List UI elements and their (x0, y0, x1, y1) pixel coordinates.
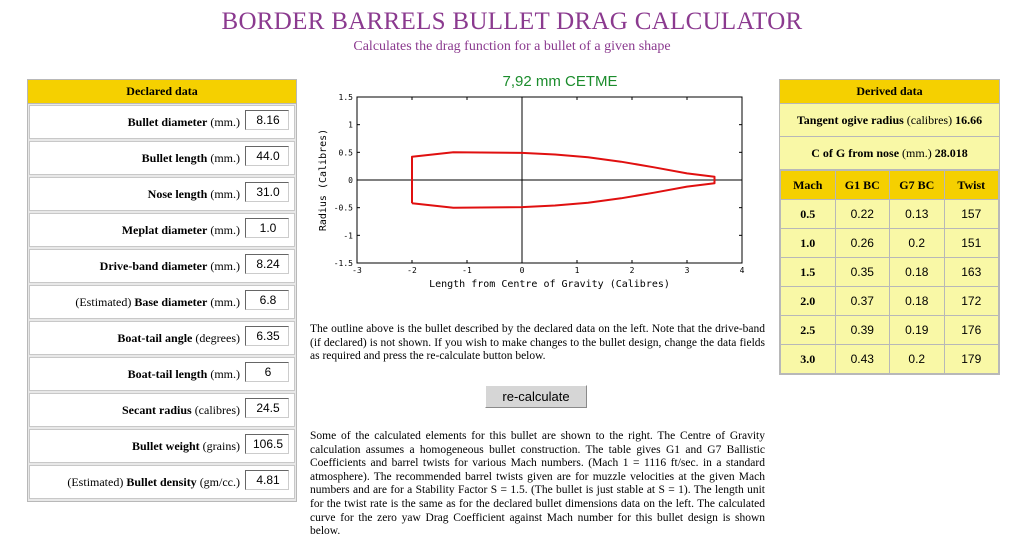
field-row-bullet-length (29, 141, 295, 175)
field-label-meplat-diameter (122, 223, 240, 238)
field-label-nose-length (148, 187, 240, 202)
field-row-nose-length (29, 177, 295, 211)
field-name: Boat-tail angle (117, 331, 193, 345)
mach-cell: 0.5 (781, 200, 836, 229)
tangent-ogive-radius (780, 104, 999, 137)
field-unit: (mm.) (210, 259, 240, 273)
y-tick-label: 1.5 (338, 93, 353, 102)
field-label-drive-band-diameter (100, 259, 240, 274)
bullet-density-input[interactable] (245, 470, 289, 490)
meplat-diameter-input[interactable] (245, 218, 289, 238)
page-title: BORDER BARRELS BULLET DRAG CALCULATOR (221, 8, 803, 35)
bullet-length-input[interactable] (245, 146, 289, 166)
recalculate-button[interactable]: re-calculate (485, 385, 587, 408)
g7-bc-cell: 0.19 (890, 316, 945, 345)
twist-cell: 151 (944, 229, 999, 258)
field-name: Bullet length (141, 151, 208, 165)
ogive-value: 16.66 (955, 113, 983, 127)
field-prefix: (Estimated) (67, 475, 124, 489)
field-label-boat-tail-angle (117, 331, 240, 346)
field-row-bullet-density (29, 465, 295, 499)
field-row-drive-band-diameter (29, 249, 295, 283)
field-name: Drive-band diameter (99, 259, 208, 273)
declared-data-panel (27, 79, 297, 502)
x-tick-label: -2 (407, 266, 417, 275)
boat-tail-length-input[interactable] (245, 362, 289, 382)
y-tick-label: -0.5 (333, 203, 353, 213)
g1-bc-cell: 0.43 (835, 345, 890, 374)
twist-cell: 179 (944, 345, 999, 374)
mach-cell: 2.0 (781, 287, 836, 316)
g7-bc-cell: 0.18 (890, 287, 945, 316)
x-tick-label: 2 (629, 266, 635, 275)
field-name: Bullet weight (132, 439, 200, 453)
field-label-bullet-weight (132, 439, 240, 454)
field-name: Secant radius (122, 403, 192, 417)
chart-title: 7,92 mm CETME (502, 73, 618, 90)
ogive-unit: (calibres) (906, 113, 953, 127)
column-header-g1-bc: G1 BC (835, 171, 890, 200)
table-row (781, 229, 999, 258)
g1-bc-cell: 0.22 (835, 200, 890, 229)
c-of-g-from-nose (780, 137, 999, 170)
mach-cell: 1.0 (781, 229, 836, 258)
y-tick-label: 1 (348, 120, 353, 130)
g7-bc-cell: 0.18 (890, 258, 945, 287)
field-label-secant-radius (122, 403, 240, 418)
x-axis-label: Length from Centre of Gravity (Calibres) (429, 279, 670, 290)
y-tick-label: -1 (343, 231, 353, 241)
field-row-boat-tail-length (29, 357, 295, 391)
x-tick-label: 0 (519, 266, 525, 275)
field-label-base-diameter (75, 295, 240, 310)
field-unit: (mm.) (210, 115, 240, 129)
x-tick-label: 1 (574, 266, 580, 275)
field-label-bullet-length (142, 151, 240, 166)
field-row-meplat-diameter (29, 213, 295, 247)
table-row (781, 200, 999, 229)
field-name: Base diameter (134, 295, 208, 309)
g7-bc-cell: 0.2 (890, 345, 945, 374)
derived-data-panel (779, 79, 1000, 375)
y-tick-label: -1.5 (333, 259, 353, 268)
twist-cell: 157 (944, 200, 999, 229)
g7-bc-cell: 0.13 (890, 200, 945, 229)
field-unit: (mm.) (210, 367, 240, 381)
base-diameter-input[interactable] (245, 290, 289, 310)
field-name: Bullet diameter (127, 115, 208, 129)
bullet-weight-input[interactable] (245, 434, 289, 454)
table-row (781, 316, 999, 345)
table-row (781, 287, 999, 316)
results-description: Some of the calculated elements for this bullet are shown to the right. The Centre of Gravity calculation assumes a homogeneous bullet construction. The table gives G1 and G7 Ballistic Coefficients and barrel twists for various Mach numbers. (Mach 1 = 1116 ft/sec. in a standard atmosphere). The recommended barrel twists given are for muzzle velocities at the given Mach numbers and are for a Stability Factor S = 1.5. (The bullet is just stable at S = 1). The length unit for the twist rate is the same as for the declared bullet dimensions data on the left. The calculated curve for the zero yaw Drag Coefficient against Mach number for this bullet design is shown below. (310, 430, 765, 538)
ballistic-coefficient-table (780, 170, 999, 374)
cofg-value: 28.018 (934, 146, 968, 160)
field-name: Boat-tail length (127, 367, 208, 381)
mach-cell: 2.5 (781, 316, 836, 345)
bullet-diameter-input[interactable] (245, 110, 289, 130)
field-label-boat-tail-length (128, 367, 240, 382)
cofg-label: C of G from nose (811, 146, 900, 160)
mach-cell: 3.0 (781, 345, 836, 374)
field-unit: (mm.) (210, 295, 240, 309)
field-row-boat-tail-angle (29, 321, 295, 355)
x-tick-label: -3 (352, 266, 362, 275)
field-row-bullet-weight (29, 429, 295, 463)
field-label-bullet-diameter (128, 115, 240, 130)
field-name: Bullet density (126, 475, 197, 489)
g1-bc-cell: 0.39 (835, 316, 890, 345)
g1-bc-cell: 0.26 (835, 229, 890, 258)
boat-tail-angle-input[interactable] (245, 326, 289, 346)
x-tick-label: 4 (739, 266, 745, 275)
mach-cell: 1.5 (781, 258, 836, 287)
page-subtitle: Calculates the drag function for a bullet of a given shape (353, 39, 671, 54)
column-header-g7-bc: G7 BC (890, 171, 945, 200)
twist-cell: 163 (944, 258, 999, 287)
ogive-label: Tangent ogive radius (796, 113, 904, 127)
secant-radius-input[interactable] (245, 398, 289, 418)
twist-cell: 172 (944, 287, 999, 316)
declared-data-fields (28, 105, 296, 499)
drive-band-diameter-input[interactable] (245, 254, 289, 274)
field-name: Meplat diameter (121, 223, 208, 237)
bullet-outline-chart (312, 90, 757, 295)
nose-length-input[interactable] (245, 182, 289, 202)
field-unit: (grains) (202, 439, 240, 453)
field-unit: (mm.) (210, 187, 240, 201)
declared-data-header: Declared data (28, 80, 296, 104)
table-row (781, 258, 999, 287)
g7-bc-cell: 0.2 (890, 229, 945, 258)
field-name: Nose length (147, 187, 208, 201)
derived-data-header: Derived data (780, 80, 999, 104)
field-label-bullet-density (67, 475, 240, 490)
y-tick-label: 0 (348, 176, 353, 185)
field-row-secant-radius (29, 393, 295, 427)
field-unit: (mm.) (210, 223, 240, 237)
field-unit: (calibres) (194, 403, 240, 417)
column-header-mach: Mach (781, 171, 836, 200)
x-tick-label: 3 (684, 266, 690, 275)
field-unit: (degrees) (195, 331, 240, 345)
cofg-unit: (mm.) (902, 146, 932, 160)
field-prefix: (Estimated) (75, 295, 132, 309)
y-tick-label: 0.5 (338, 148, 353, 158)
table-row (781, 345, 999, 374)
twist-cell: 176 (944, 316, 999, 345)
x-tick-label: -1 (462, 266, 472, 275)
g1-bc-cell: 0.35 (835, 258, 890, 287)
field-unit: (gm/cc.) (199, 475, 240, 489)
outline-description: The outline above is the bullet described by the declared data on the left. Note that the drive-band (if declared) is not shown. If you wish to make changes to the bullet design, change the data fields as required and press the re-calculate button below. (310, 323, 765, 363)
field-row-base-diameter (29, 285, 295, 319)
field-row-bullet-diameter (29, 105, 295, 139)
field-unit: (mm.) (210, 151, 240, 165)
column-header-twist: Twist (944, 171, 999, 200)
y-axis-label: Radius (Calibres) (318, 128, 329, 232)
g1-bc-cell: 0.37 (835, 287, 890, 316)
